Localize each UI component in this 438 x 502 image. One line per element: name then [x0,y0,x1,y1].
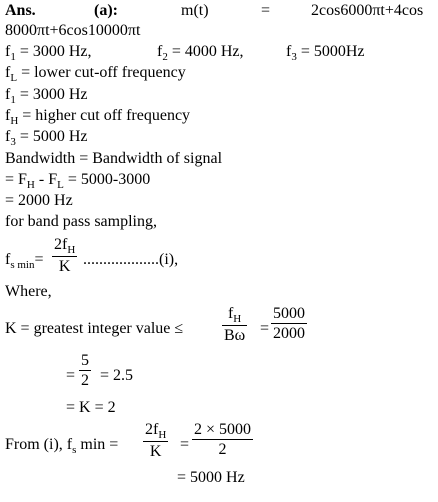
signal-expression: 2cos6000πt+4cos [311,2,424,19]
final-result: = 5000 Hz [177,469,245,486]
ratio-result: = 2.5 [100,367,134,384]
def-f1: $f_1 = 3000$ Hz [5,86,88,106]
part-label: (a): [94,2,118,19]
freq-f1: $f_1 = 3000$ Hz, [5,43,92,63]
bandwidth-result: = 2000 Hz [5,192,73,209]
def-fl: $f_L$ = lower cut-off frequency [5,64,186,84]
signal-expression-cont: 8000πt+6cos10000πt [5,22,141,39]
signal-name: m(t) [181,2,209,19]
from-i-label: From (i), $f_s$ min = [5,436,119,456]
k-definition: K = greatest integer value ≤ [5,320,184,337]
band-pass-note: for band pass sampling, [5,213,157,230]
equals-sign-final: = [180,436,190,453]
def-fh: $f_H$ = higher cut off frequency [5,107,191,127]
where-label: Where, [5,283,52,300]
freq-f3: $f_3 = 5000Hz$ [286,43,365,63]
5000-over-2000-fraction: 5000 2000 [273,305,305,342]
fh-over-bw-fraction: $f_H$ Bω [224,305,246,344]
equals-sign-ratio: = [66,367,76,384]
def-f3: $f_3 = 5000$ Hz [5,128,88,148]
5-over-2-fraction: 5 2 [81,352,89,389]
bandwidth-calc: = $F_H - F_L = 5000-3000$ [5,171,151,191]
equals-sign: = [261,2,271,19]
fs-formula-fraction: $2f_H$ K [145,421,167,460]
k-value: = K = 2 [66,399,116,416]
fs-min-fraction: $2f_H$ K [54,236,76,275]
equals-sign-k: = [260,320,270,337]
2x5000-over-2-fraction: 2 × 5000 2 [194,421,252,458]
fs-min-label: $f_{s min}=$ [5,251,44,271]
bandwidth-line: Bandwidth = Bandwidth of signal [5,150,223,167]
equation-ref-i: ...................(i), [83,251,179,268]
freq-f2: $f_2 = 4000$ Hz, [157,43,244,63]
answer-label: Ans. [5,2,36,19]
